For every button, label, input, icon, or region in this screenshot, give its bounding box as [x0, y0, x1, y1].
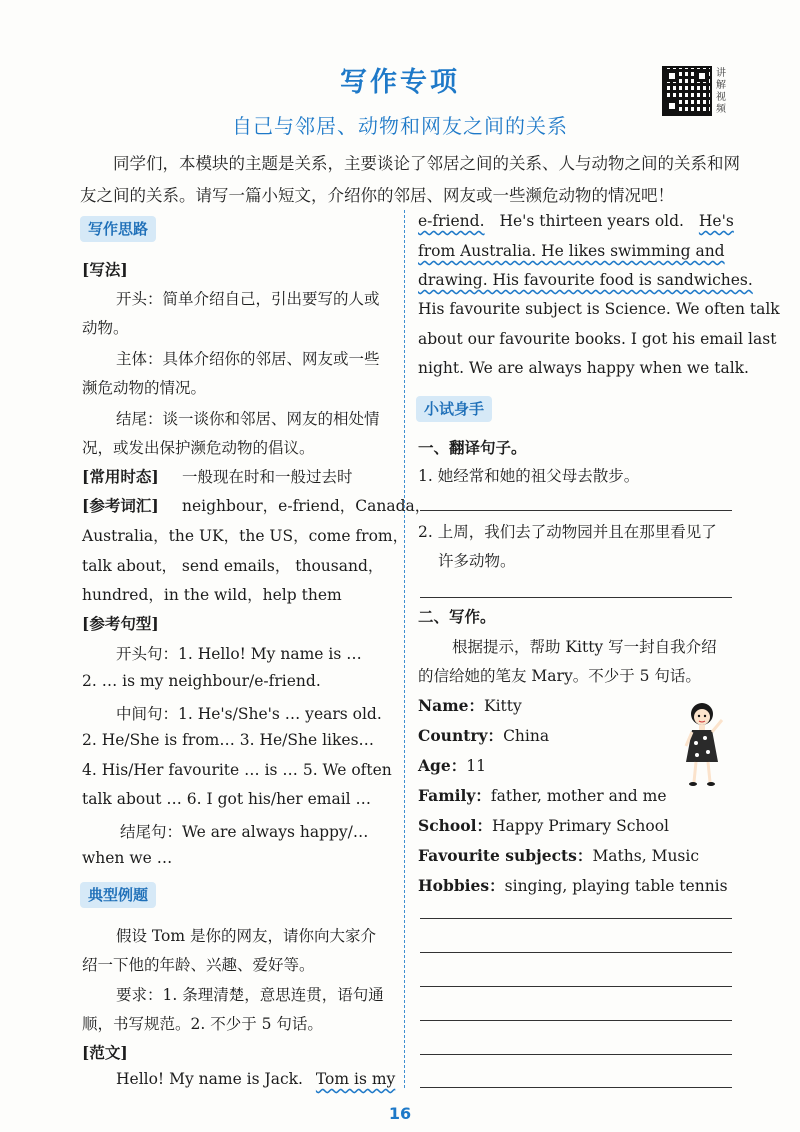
info-name: Name：Kitty [418, 696, 522, 715]
qr-label: 讲解视频 [716, 68, 726, 115]
body-text: 主体：具体介绍你的邻居、网友或一些 [116, 350, 380, 368]
model-plain-b: He's thirteen years old. [499, 212, 684, 230]
info-subjects: Favourite subjects：Maths, Music [418, 846, 700, 865]
tag-typical-example: 典型例题 [80, 882, 156, 908]
page-title: 写作专项 [340, 67, 460, 98]
question-line-2: 绍一下他的年龄、兴趣、爱好等。 [82, 956, 315, 974]
sentence-heading: [参考句型] [82, 614, 159, 633]
tag-writing-ideas: 写作思路 [80, 216, 156, 242]
vocab-line-1: neighbour，e-friend，Canada， [182, 497, 431, 515]
writing-line[interactable] [420, 918, 732, 919]
answer-line[interactable] [420, 597, 732, 598]
sentence-line-8: when we … [82, 849, 173, 867]
page-number: 16 [388, 1104, 412, 1123]
info-hobbies: Hobbies：singing, playing table tennis [418, 876, 728, 895]
info-age: Age：11 [418, 756, 486, 775]
tense-text: 一般现在时和一般过去时 [182, 468, 353, 486]
vocab-line-3: talk about， send emails， thousand， [82, 557, 384, 575]
writing-line[interactable] [420, 952, 732, 953]
question-line-3: 要求：1. 条理清楚，意思连贯，语句通 [116, 986, 384, 1004]
vocab-line-2: Australia，the UK，the US，come from， [82, 527, 409, 545]
sentence-line-6: talk about … 6. I got his/her email … [82, 790, 372, 808]
writing-line[interactable] [420, 986, 732, 987]
model-line-1 [116, 1070, 395, 1088]
tag-practice: 小试身手 [416, 396, 492, 422]
sentence-line-4: 2. He/She is from… 3. He/She likes… [82, 731, 375, 749]
model-line-3: from Australia. He likes swimming and [418, 242, 725, 260]
sentence-line-5: 4. His/Her favourite … is … 5. We often [82, 761, 392, 779]
model-line-5: His favourite subject is Science. We often talk [418, 300, 780, 318]
opening-text: 开头：简单介绍自己，引出要写的人或 [116, 290, 380, 308]
model-line-7: night. We are always happy when we talk. [418, 359, 749, 377]
model-underlined-c: He's [698, 212, 734, 230]
translate-q1: 1. 她经常和她的祖父母去散步。 [418, 467, 640, 485]
page-subtitle: 自己与邻居、动物和网友之间的关系 [232, 114, 568, 138]
qr-code-icon[interactable] [662, 66, 712, 116]
info-country: Country：China [418, 726, 550, 745]
column-divider [404, 210, 405, 1088]
sentence-line-2: 2. … is my neighbour/e-friend. [82, 672, 321, 690]
vocab-heading: [参考词汇] [82, 496, 159, 515]
writing-line[interactable] [420, 1054, 732, 1055]
ending-text-2: 况，或发出保护濒危动物的倡议。 [82, 439, 315, 457]
model-text-underlined: Tom is my [315, 1070, 396, 1088]
tense-heading: [常用时态] [82, 467, 159, 486]
model-line-4: drawing. His favourite food is sandwiches. [418, 271, 753, 289]
writing-line[interactable] [420, 1087, 732, 1088]
section-translate: 一、翻译句子。 [418, 438, 527, 457]
info-family: Family：father, mother and me [418, 786, 667, 805]
writing-prompt-1: 根据提示，帮助 Kitty 写一封自我介绍 [452, 638, 717, 656]
model-line-6: about our favourite books. I got his email last [418, 330, 777, 348]
section-writing: 二、写作。 [418, 607, 496, 626]
info-school: School：Happy Primary School [418, 816, 670, 835]
translate-q2: 2. 上周，我们去了动物园并且在那里看见了 [418, 523, 717, 541]
translate-q2-cont: 许多动物。 [438, 552, 516, 570]
vocab-line-4: hundred，in the wild，help them [82, 586, 342, 604]
question-line-1: 假设 Tom 是你的网友，请你向大家介 [116, 927, 377, 945]
body-text-2: 濒危动物的情况。 [82, 379, 207, 397]
opening-text-2: 动物。 [82, 319, 129, 337]
sentence-line-1: 开头句：1. Hello! My name is … [116, 645, 362, 663]
ending-text: 结尾：谈一谈你和邻居、网友的相处情 [116, 410, 380, 428]
method-heading: [写法] [82, 260, 128, 279]
model-underlined-a: e-friend. [418, 212, 485, 230]
question-line-4: 顺，书写规范。2. 不少于 5 句话。 [82, 1015, 323, 1033]
writing-line[interactable] [420, 1020, 732, 1021]
model-line-2 [418, 212, 734, 230]
sentence-line-3: 中间句：1. He's/She's … years old. [116, 705, 382, 723]
sentence-line-7: 结尾句：We are always happy/… [120, 823, 369, 841]
intro-paragraph: 同学们，本模块的主题是关系，主要谈论了邻居之间的关系、人与动物之间的关系和网友之间的关系。请写一篇小短文，介绍你的邻居、网友或一些濒危动物的情况吧！ [80, 154, 740, 205]
model-heading: [范文] [82, 1043, 128, 1062]
writing-prompt-2: 的信给她的笔友 Mary。不少于 5 句话。 [418, 667, 701, 685]
model-text: Hello! My name is Jack. [116, 1070, 303, 1088]
answer-line[interactable] [420, 510, 732, 511]
girl-illustration-icon [672, 698, 732, 790]
